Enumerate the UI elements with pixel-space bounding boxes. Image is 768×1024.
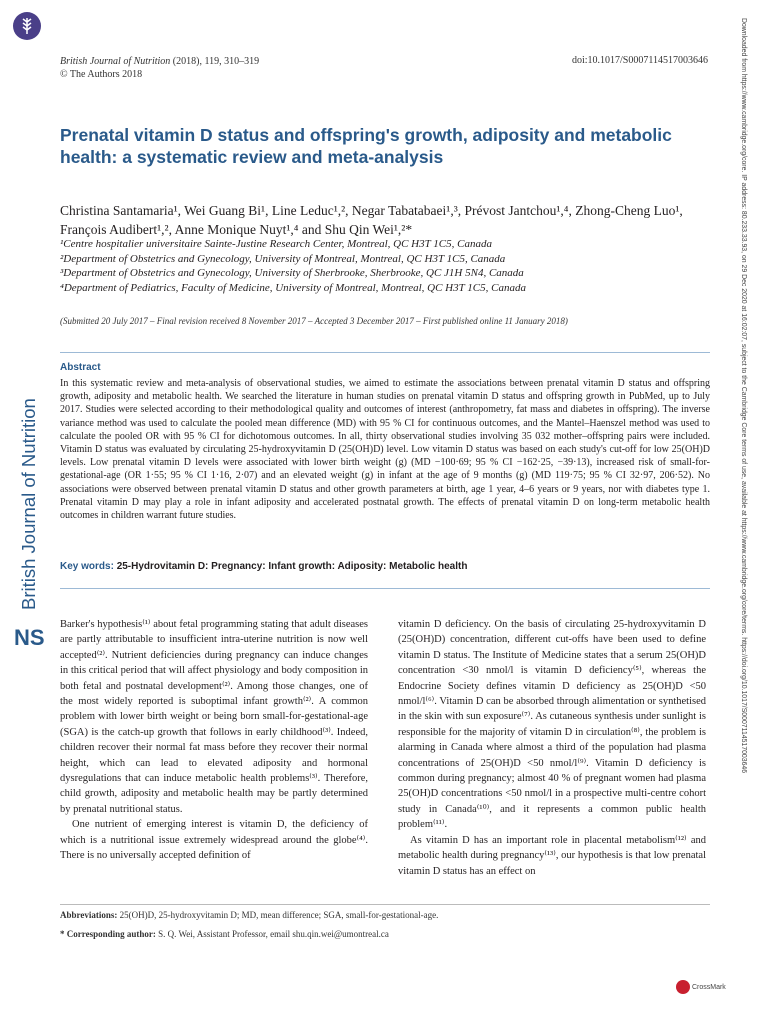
- body-column-right: [398, 617, 706, 879]
- affiliations: [60, 237, 700, 295]
- affiliation-1: ¹Centre hospitalier universitaire Sainte-Justine Research Center, Montreal, QC H3T 1C5, Canada: [60, 238, 492, 250]
- submission-dates: (Submitted 20 July 2017 – Final revision received 8 November 2017 – Accepted 3 December 2017 – First published online 11 January 2018): [60, 316, 568, 326]
- article-title: Prenatal vitamin D status and offspring's growth, adiposity and metabolic health: a systematic review and meta-analysis: [60, 125, 672, 167]
- copyright: © The Authors 2018: [60, 69, 143, 80]
- author-list: Christina Santamaria¹, Wei Guang Bi¹, Line Leduc¹,², Negar Tabatabaei¹,³, Prévost Jantchou¹,⁴, Zhong-Cheng Luo¹, François Audibert¹,², Anne Monique Nuyt¹,⁴ and Shu Qin Wei¹,²*: [60, 203, 683, 237]
- divider-footnotes: [60, 904, 710, 905]
- corresponding-text: S. Q. Wei, Assistant Professor, email shu.qin.wei@umontreal.ca: [155, 929, 389, 939]
- abbreviations-text: 25(OH)D, 25-hydroxyvitamin D; MD, mean difference; SGA, small-for-gestational-age.: [117, 910, 439, 920]
- society-logo-icon: [13, 12, 41, 40]
- journal-name: British Journal of Nutrition: [60, 56, 171, 67]
- divider-top: [60, 352, 710, 353]
- crossmark-label: CrossMark: [691, 983, 726, 991]
- affiliation-2: ²Department of Obstetrics and Gynecology, University of Montreal, Montreal, QC H3T 1C5, Canada: [60, 252, 506, 265]
- paragraph: vitamin D deficiency. On the basis of circulating 25-hydroxyvitamin D (25(OH)D) concentration, different cut-offs have been used to define vitamin D status. The Institute of Medicine states that a serum 25(OH)D concentration <30 nmol/l is vitamin D deficiency⁽⁵⁾, whereas the Endocrine Society defines vitamin D deficiency as 25(OH)D <50 nmol/l⁽⁶⁾. Vitamin D can be absorbed through alimentation or synthetised in the skin with sun exposure⁽⁷⁾. As cutaneous synthesis under sunlight is responsible for the majority of vitamin D in circulation⁽⁸⁾, the problem is alarming in Canada where almost a third of the population had plasma concentrations of 25(OH)D <50 nmol/l⁽⁹⁾. Vitamin D deficiency is common during pregnancy; almost 40 % of pregnant women had plasma 25(OH)D concentrations <50 nmol/l in a prospective multi-centre cohort study in Canada⁽¹⁰⁾, and it represents a common public health problem⁽¹¹⁾.: [398, 619, 706, 831]
- abbreviations-label: Abbreviations:: [60, 910, 118, 920]
- corresponding-author: [60, 929, 389, 939]
- keywords-value: 25-Hydrovitamin D: Pregnancy: Infant growth: Adiposity: Metabolic health: [116, 561, 468, 572]
- abbreviations-footnote: [60, 910, 438, 920]
- abstract-heading: Abstract: [60, 362, 101, 373]
- keywords: [60, 561, 467, 572]
- keywords-label: Key words:: [60, 561, 117, 572]
- corresponding-label: * Corresponding author:: [60, 929, 156, 939]
- ns-logo-icon: NS: [14, 625, 45, 650]
- paragraph: As vitamin D has an important role in placental metabolism⁽¹²⁾ and metabolic health during pregnancy⁽¹³⁾, our hypothesis is that low prenatal vitamin D status has an effect on: [398, 834, 706, 877]
- affiliation-4: ⁴Department of Pediatrics, Faculty of Medicine, University of Montreal, Montreal, QC H3T 1C5, Canada: [60, 281, 526, 294]
- journal-citation: [60, 55, 259, 81]
- divider-mid: [60, 588, 710, 589]
- abstract-text: In this systematic review and meta-analysis of observational studies, we aimed to estimate the associations between prenatal vitamin D status and offspring growth, adiposity and metabolic health. We searched the literature in human studies on prenatal vitamin D status and offspring growth in PubMed, up to July 2017. Studies were selected according to their methodological quality and outcomes of interest (anthropometry, fat mass and diabetes in offspring). The inverse variance method was used to calculate the pooled mean difference (MD) with 95 % CI for continuous outcomes, and the Mantel–Haenszel method was used to calculate the pooled OR with 95 % CI for dichotomous outcomes. In all, thirty observational studies involving 35 032 mother–offspring pairs were included. Vitamin D status was evaluated by circulating 25-hydroxyvitamin D (25(OH)D) level. Low vitamin D status was based on each study's cut-off for low 25(OH)D levels. Low prenatal vitamin D levels were associated with lower birth weight (g) (MD −100·69; 95 % CI −162·25, −39·13), increased risk of small-for-gestational-age (OR 1·55; 95 % CI 1·16, 2·07) and an elevated weight (g) in infant at the age of 9 months (g) (MD 119·75; 95 % CI 32·97, 206·52). No associations were observed between prenatal vitamin D status and other growth parameters at birth, age 1 year, 4–6 years or 9 years, nor with diabetes type 1. Prenatal vitamin D may play a role in infant adiposity and accelerated postnatal growth. The effects of prenatal vitamin D on long-term metabolic health outcomes in children warrant future studies.: [60, 378, 710, 522]
- crossmark-badge[interactable]: [676, 980, 726, 994]
- doi[interactable]: doi:10.1017/S0007114517003646: [571, 55, 708, 66]
- body-column-left: [60, 617, 368, 864]
- side-journal-name: British Journal of Nutrition: [18, 398, 39, 610]
- affiliation-3: ³Department of Obstetrics and Gynecology, University of Sherbrooke, Sherbrooke, QC J1H 5N4, Canada: [60, 267, 524, 279]
- paragraph: One nutrient of emerging interest is vitamin D, the deficiency of which is a nutritional issue extremely widespread around the globe⁽⁴⁾. There is no universally accepted definition of: [60, 819, 368, 862]
- crossmark-icon: [676, 980, 690, 994]
- paragraph: Barker's hypothesis⁽¹⁾ about fetal programming stating that adult diseases are partly attributable to insufficient intra-uterine nutrition is now well accepted⁽²⁾. Nutrient deficiencies during pregnancy can induce changes in this critical period that will affect physiology and body composition in both fetal and postnatal development⁽²⁾. Among those changes, one of the most widely reported is suboptimal infant growth⁽²⁾. A common problem with lower birth weight or being born small-for-gestational-age (SGA) is the catch-up growth that follows in early childhood⁽³⁾. Indeed, children recover their normal fat mass before they recover their normal height, which can lead to elevated adiposity and hormonal dysregulations that can induce metabolic health problems⁽³⁾. Therefore, child growth, adiposity and metabolic health may be partly determined by prenatal nutritional status.: [60, 619, 368, 815]
- citation-detail: (2018), 119, 310–319: [170, 56, 260, 67]
- download-notice[interactable]: Downloaded from https://www.cambridge.org/core. IP address: 80.233.33.93, on 29 Dec 2020 at 16:02:07, subject to the Cambridge Core terms of use, available at https://www.cambridge.org/core/terms. https://doi.org/10.1017/S0007114517003646: [740, 18, 747, 774]
